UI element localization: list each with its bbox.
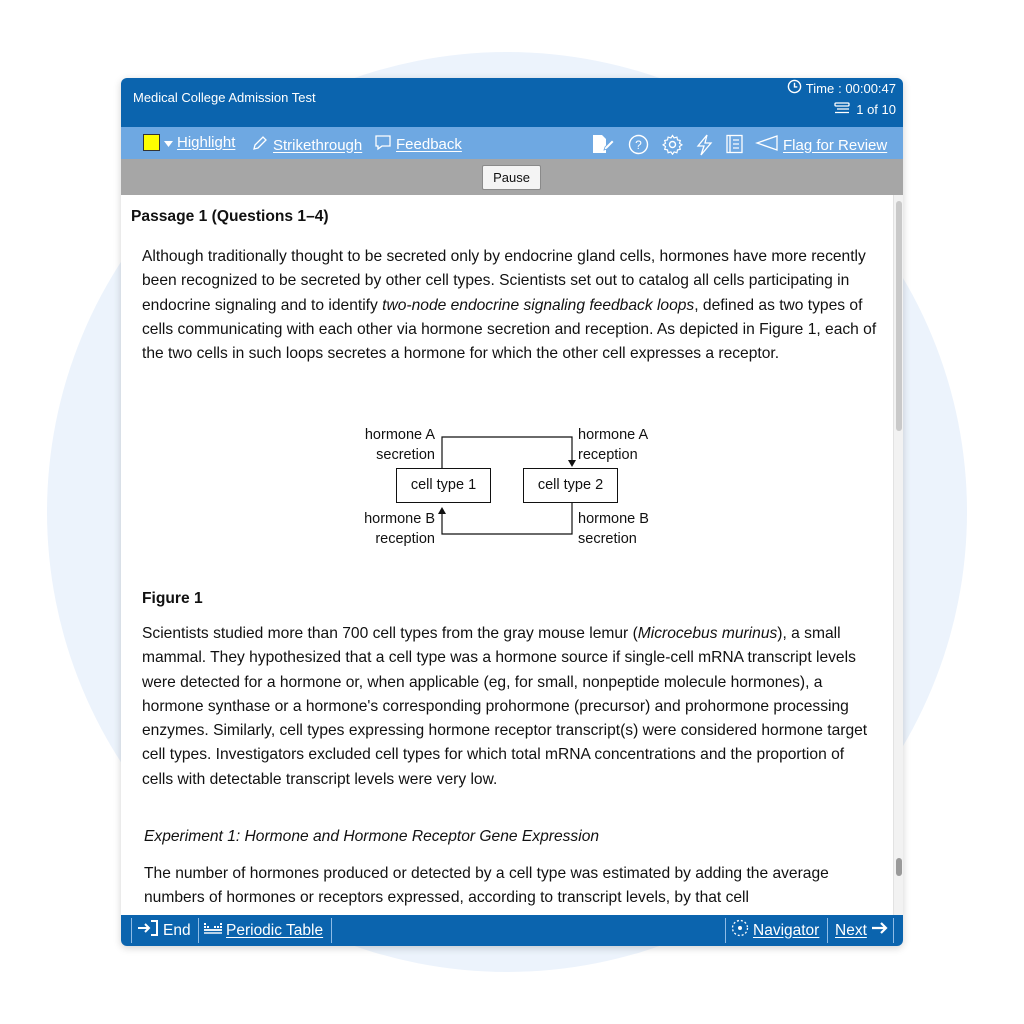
cell-type-1-box: cell type 1 bbox=[396, 468, 491, 503]
end-label[interactable]: End bbox=[163, 921, 191, 939]
separator bbox=[198, 918, 199, 943]
arrow-right-icon bbox=[871, 921, 889, 940]
paragraph-1-text-a: Although traditionally thought to be secreted only by endocrine gland cells, hormones have more recently been recognized to be secreted by other cell types. Scientists set out to catalog all cells participating in endocrine signaling and to identify bbox=[142, 248, 866, 314]
scrollbar[interactable] bbox=[893, 195, 903, 915]
pause-button[interactable]: Pause bbox=[482, 165, 541, 190]
pause-bar bbox=[121, 159, 903, 195]
passage-paragraph-2 bbox=[142, 622, 877, 792]
paragraph-1-text-b: , defined as two types of cells communicating with each other via hormone secretion and reception. As depicted in Figure 1, each of the two cells in such loops secretes a hormone for which the other cell expresses a receptor. bbox=[142, 296, 877, 363]
exit-icon bbox=[137, 920, 159, 941]
label-line: secretion bbox=[376, 447, 435, 463]
flag-icon bbox=[755, 134, 779, 156]
notebook-button[interactable] bbox=[725, 134, 745, 158]
navigator-label[interactable]: Navigator bbox=[753, 921, 820, 939]
help-icon bbox=[628, 134, 649, 159]
highlight-color-swatch[interactable] bbox=[143, 134, 160, 151]
title-bar bbox=[121, 78, 903, 127]
label-line: hormone A bbox=[364, 427, 435, 443]
end-button[interactable] bbox=[137, 915, 191, 946]
paragraph-2-text-b: ), a small mammal. They hypothesized that a cell type was a hormone source if single-cell mRNA transcript levels were detected for a hormone or, when applicable (eg, for small, nonpeptide molecule hormones), a hormone synthase or a hormone's corresponding prohormone (precursor) and prohormone processing enzymes. Similarly, cell types expressing hormone receptor transcript(s) were considered hormone target cell types. Investigators excluded cell types for which total mRNA concentrations and the proportion of cells with detectable transcript levels were very low. bbox=[142, 625, 868, 788]
question-count-text: 1 of 10 bbox=[856, 102, 896, 117]
hormone-b-reception-label bbox=[357, 509, 435, 549]
paragraph-2-italic: Microcebus murinus bbox=[637, 625, 778, 642]
highlight-label[interactable]: Highlight bbox=[177, 134, 236, 151]
label-line: hormone A bbox=[578, 427, 649, 443]
clock-icon bbox=[787, 79, 802, 97]
separator bbox=[725, 918, 726, 943]
separator bbox=[331, 918, 332, 943]
hormone-a-secretion-label bbox=[357, 425, 435, 465]
separator bbox=[827, 918, 828, 943]
passage-paragraph-3: The number of hormones produced or detected by a cell type was estimated by adding the average numbers of hormones or receptors expressed, according to transcript levels, by that cell bbox=[144, 865, 829, 907]
app-title: Medical College Admission Test bbox=[133, 90, 316, 105]
question-counter[interactable] bbox=[834, 102, 896, 117]
strikethrough-label[interactable]: Strikethrough bbox=[273, 136, 363, 154]
figure-title: Figure 1 bbox=[142, 590, 203, 607]
chevron-down-icon[interactable] bbox=[164, 134, 173, 151]
lightning-icon bbox=[695, 134, 719, 160]
comment-icon bbox=[374, 134, 392, 155]
edit-document-icon bbox=[591, 134, 615, 158]
flag-for-review-button[interactable] bbox=[755, 134, 887, 156]
scrollbar-marker bbox=[896, 858, 902, 876]
separator bbox=[131, 918, 132, 943]
flag-label[interactable]: Flag for Review bbox=[783, 136, 888, 154]
navigator-icon bbox=[731, 919, 749, 942]
paragraph-1-italic: two-node endocrine signaling feedback loops bbox=[382, 296, 695, 314]
label-line: reception bbox=[578, 447, 638, 463]
toolbar bbox=[121, 127, 903, 159]
label-line: reception bbox=[375, 531, 435, 547]
label-line: hormone B bbox=[578, 511, 649, 527]
separator bbox=[893, 918, 894, 943]
label-line: hormone B bbox=[364, 511, 435, 527]
navigator-button[interactable] bbox=[731, 915, 819, 946]
highlight-tool[interactable] bbox=[143, 134, 235, 151]
next-button[interactable] bbox=[835, 915, 889, 946]
paragraph-2-text-a: Scientists studied more than 700 cell types from the gray mouse lemur ( bbox=[142, 625, 638, 642]
strikethrough-tool[interactable] bbox=[251, 134, 362, 156]
bottom-bar bbox=[121, 915, 903, 946]
periodic-table-label[interactable]: Periodic Table bbox=[226, 921, 324, 939]
cell-type-2-box: cell type 2 bbox=[523, 468, 618, 503]
calculator-button[interactable] bbox=[695, 134, 719, 160]
passage-title: Passage 1 (Questions 1–4) bbox=[131, 208, 329, 225]
next-label[interactable]: Next bbox=[835, 921, 867, 939]
help-button[interactable] bbox=[628, 134, 649, 159]
feedback-tool[interactable] bbox=[374, 134, 462, 155]
hormone-a-reception-label bbox=[578, 425, 648, 465]
pencil-icon bbox=[251, 134, 269, 156]
passage-content bbox=[121, 195, 893, 915]
exam-window bbox=[121, 78, 903, 946]
periodic-table-icon bbox=[204, 922, 222, 940]
periodic-table-button[interactable] bbox=[204, 915, 323, 946]
label-line: secretion bbox=[578, 531, 637, 547]
timer[interactable] bbox=[787, 79, 896, 97]
question-list-icon bbox=[834, 102, 850, 117]
gear-icon bbox=[662, 134, 683, 159]
time-label: Time bbox=[805, 80, 835, 96]
svg-text:?: ? bbox=[635, 138, 642, 152]
scrollbar-thumb[interactable] bbox=[896, 201, 902, 431]
feedback-label[interactable]: Feedback bbox=[396, 136, 462, 153]
feedback-loop-diagram bbox=[357, 427, 657, 550]
notes-button[interactable] bbox=[591, 134, 615, 158]
time-value: : 00:00:47 bbox=[838, 80, 896, 96]
settings-button[interactable] bbox=[662, 134, 683, 159]
passage-paragraph-1 bbox=[142, 245, 877, 366]
notebook-icon bbox=[725, 134, 745, 158]
hormone-b-secretion-label bbox=[578, 509, 649, 549]
experiment-title: Experiment 1: Hormone and Hormone Receptor Gene Expression bbox=[144, 828, 600, 845]
